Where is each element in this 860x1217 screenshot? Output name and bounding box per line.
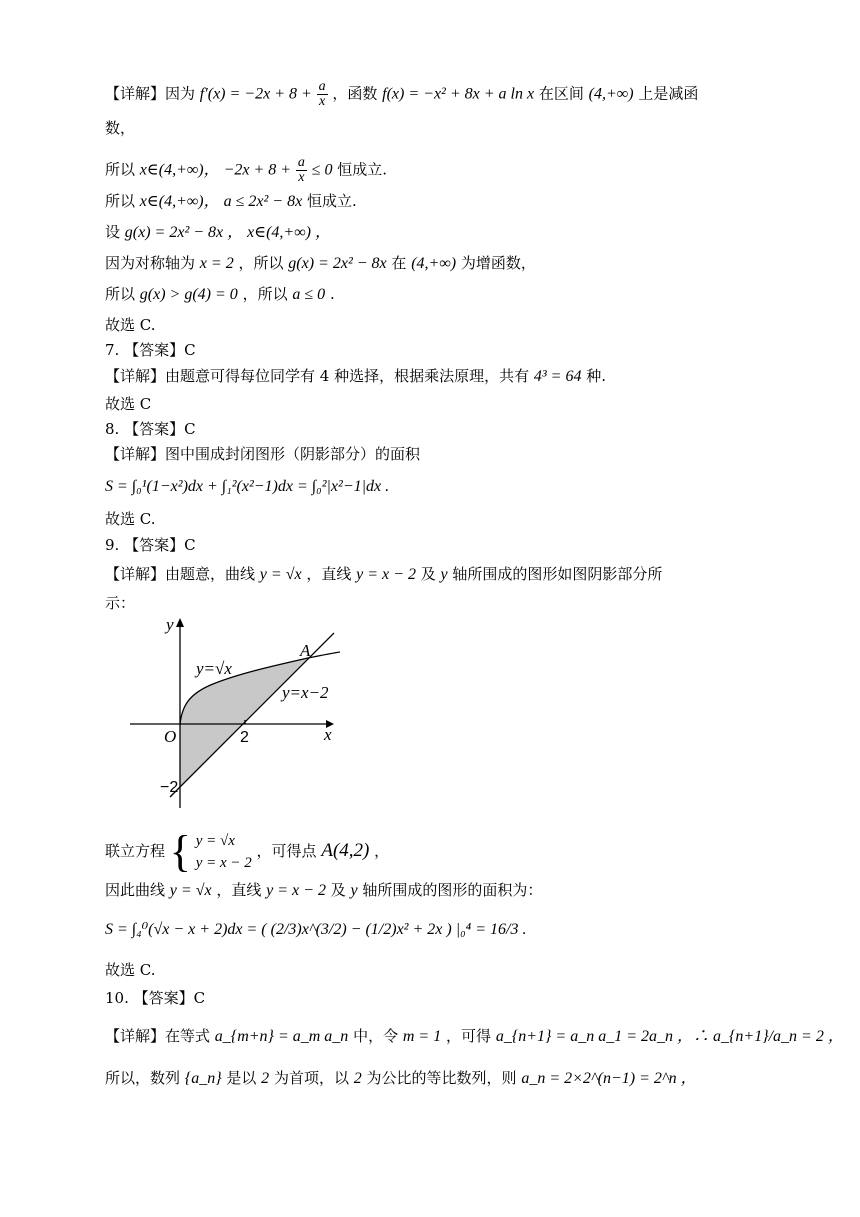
formula-line: S = ∫₀¹(1−x²)dx + ∫₁²(x²−1)dx = ∫₀²|x²−1|dx . <box>105 478 390 495</box>
text-line: 【详解】由题意可得每位同学有 4 种选择，根据乘法原理，共有 4³ = 64 种. <box>105 367 607 385</box>
line-label: y=x−2 <box>282 683 329 702</box>
origin-label: O <box>164 727 177 746</box>
text-line: 所以 x∈(4,+∞)， a ≤ 2x² − 8x 恒成立. <box>105 192 357 210</box>
text-line: 【详解】由题意，曲线 y = √x ，直线 y = x − 2 及 y 轴所围成的图形如图阴影部分所 <box>105 565 663 583</box>
text-line: 【详解】图中围成封闭图形（阴影部分）的面积 <box>105 445 421 463</box>
text-line: 故选 C <box>105 395 152 413</box>
y-axis-arrow <box>176 618 184 627</box>
text-line: 【详解】在等式 a_{m+n} = a_m a_n 中，令 m = 1 ，可得 a_{n+1} = a_n a_1 = 2a_n ，∴ a_{n+1}/a_n = 2 ， <box>105 1027 844 1045</box>
text-line: 故选 C. <box>105 961 156 979</box>
text-line: 故选 C. <box>105 316 156 334</box>
text-line: 所以 g(x) > g(4) = 0 ，所以 a ≤ 0 . <box>105 285 335 303</box>
text-line: 因为对称轴为 x = 2 ，所以 g(x) = 2x² − 8x 在 (4,+∞) 为增函数， <box>105 254 536 272</box>
text-line: 数， <box>105 119 136 137</box>
text-line: 因此曲线 y = √x ，直线 y = x − 2 及 y 轴所围成的图形的面积为： <box>105 881 543 899</box>
text-line: 所以 x∈(4,+∞)， −2x + 8 + $\frac{a}{x}$ ≤ 0 恒成立. <box>105 155 388 185</box>
point-a-label: A <box>300 641 311 660</box>
fraction: $\frac{a}{x}$ <box>297 155 305 185</box>
text-line: 设 g(x) = 2x² − 8x ， x∈(4,+∞) ， <box>105 223 331 241</box>
equation-system: y = √x y = x − 2 <box>195 833 252 871</box>
answer-heading: 10. 【答案】C <box>105 989 206 1007</box>
text-line: 所以，数列 {a_n} 是以 2 为首项，以 2 为公比的等比数列，则 a_n = 2×2^(n−1) = 2^n ， <box>105 1069 697 1087</box>
curve-label: y=√x <box>196 659 232 678</box>
y-tick-label: −2 <box>160 779 179 796</box>
text-line: 联立方程 { y = √x y = x − 2 ，可得点 A(4,2) ， <box>105 827 390 876</box>
answer-heading: 9. 【答案】C <box>105 536 196 554</box>
text-line: 故选 C. <box>105 510 156 528</box>
graph-figure <box>128 612 348 812</box>
answer-heading: 7. 【答案】C <box>105 341 196 359</box>
text-line: 【详解】因为 f′(x) = −2x + 8 + $\frac{a}{x}$ ，函数 f(x) = −x² + 8x + a ln x 在区间 (4,+∞) 上是减函 <box>105 79 699 109</box>
y-axis-label: y <box>166 615 174 634</box>
fraction: $\frac{a}{x}$ <box>318 79 326 109</box>
system-brace: { <box>169 827 191 876</box>
x-axis-label: x <box>324 725 332 744</box>
formula-line: S = ∫₄⁰(√x − x + 2)dx = ( (2/3)x^(3/2) − (1/2)x² + 2x ) |₀⁴ = 16/3 . <box>105 921 527 938</box>
text-line: 示： <box>105 594 136 612</box>
answer-heading: 8. 【答案】C <box>105 420 196 438</box>
x-tick-label: 2 <box>240 729 249 746</box>
